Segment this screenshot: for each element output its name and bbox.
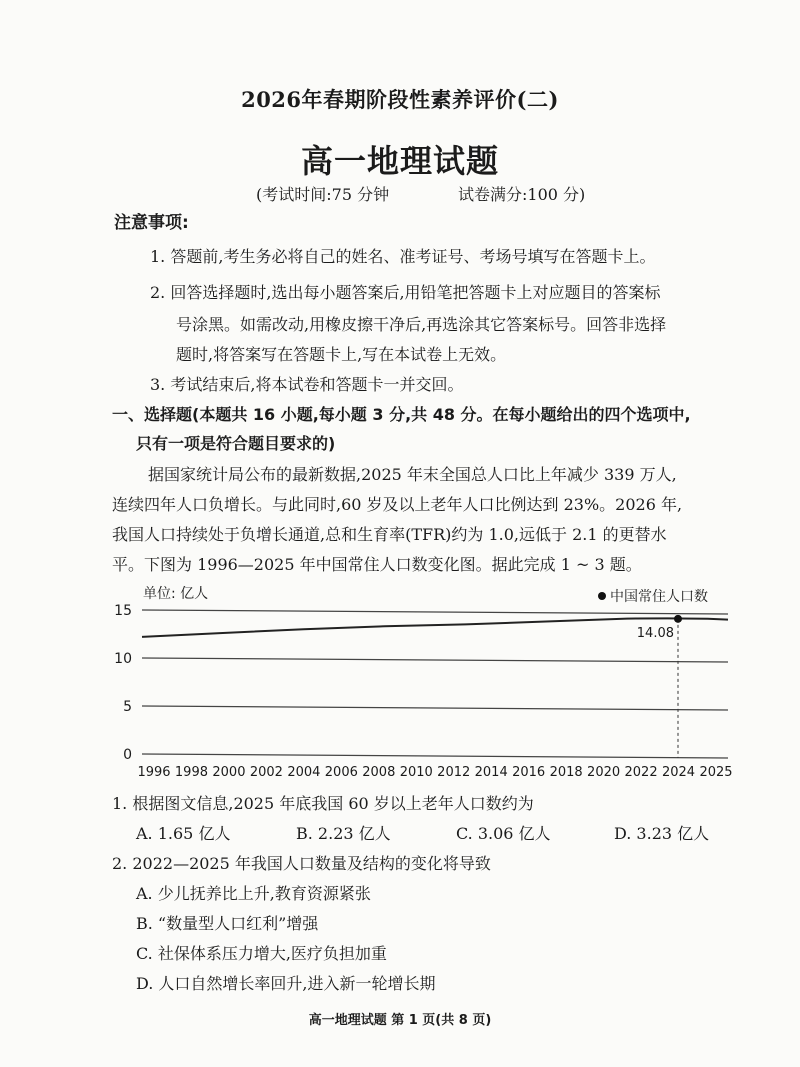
x-tick-label: 2020 <box>587 765 621 780</box>
exam-time: (考试时间:75 分钟 <box>256 185 390 204</box>
q1-option-b: B. 2.23 亿人 <box>296 824 391 843</box>
y-tick-label: 15 <box>114 603 132 619</box>
x-tick-label: 2024 <box>661 765 696 780</box>
q2-option-b: B. “数量型人口红利”增强 <box>136 914 319 933</box>
x-tick-label: 2010 <box>399 765 433 780</box>
x-tick-label: 2000 <box>212 765 246 780</box>
gridline <box>142 610 728 614</box>
note-item-2-cont: 号涂黑。如需改动,用橡皮擦干净后,再选涂其它答案标号。回答非选择 <box>176 315 667 334</box>
q1-option-d: D. 3.23 亿人 <box>614 824 710 843</box>
y-tick-label: 10 <box>114 651 132 667</box>
x-tick-label: 1996 <box>137 765 171 780</box>
note-item-3: 3. 考试结束后,将本试卷和答题卡一并交回。 <box>150 375 464 394</box>
exam-subtitle: 2026年春期阶段性素养评价(二) <box>241 87 559 112</box>
data-point-2024 <box>674 615 682 623</box>
q1-option-a: A. 1.65 亿人 <box>136 824 231 843</box>
x-tick-label: 2014 <box>474 765 508 780</box>
y-tick-label: 0 <box>123 747 132 763</box>
page-footer: 高一地理试题 第 1 页(共 8 页) <box>308 1013 492 1028</box>
section-heading: 一、选择题(本题共 16 小题,每小题 3 分,共 48 分。在每小题给出的四个选项中, <box>112 405 691 424</box>
gridline <box>142 706 728 710</box>
exam-title: 高一地理试题 <box>300 142 499 180</box>
passage-line: 我国人口持续处于负增长通道,总和生育率(TFR)约为 1.0,远低于 2.1 的更替水 <box>112 525 667 544</box>
q1-option-c: C. 3.06 亿人 <box>456 824 551 843</box>
passage-line: 平。下图为 1996—2025 年中国常住人口数变化图。据此完成 1 ~ 3 题。 <box>112 555 642 574</box>
x-tick-label: 2016 <box>512 765 546 780</box>
passage-line: 据国家统计局公布的最新数据,2025 年末全国总人口比上年减少 339 万人, <box>148 465 677 484</box>
note-item-1: 1. 答题前,考生务必将自己的姓名、准考证号、考场号填写在答题卡上。 <box>150 247 656 266</box>
passage-line: 连续四年人口负增长。与此同时,60 岁及以上老年人口比例达到 23%。2026 年, <box>112 495 683 514</box>
section-heading-cont: 只有一项是符合题目要求的) <box>136 434 336 453</box>
legend-marker <box>598 592 606 600</box>
note-item-2: 2. 回答选择题时,选出每小题答案后,用铅笔把答题卡上对应题目的答案标 <box>150 283 661 302</box>
gridline <box>142 754 728 758</box>
x-tick-label: 2002 <box>249 765 283 780</box>
question-2-stem: 2. 2022—2025 年我国人口数量及结构的变化将导致 <box>112 854 491 873</box>
y-tick-label: 5 <box>123 699 132 715</box>
q2-option-c: C. 社保体系压力增大,医疗负担加重 <box>136 944 387 963</box>
x-tick-label: 2022 <box>624 765 658 780</box>
question-1-stem: 1. 根据图文信息,2025 年底我国 60 岁以上老年人口数约为 <box>112 794 534 813</box>
x-tick-label: 2012 <box>437 765 471 780</box>
x-tick-label: 2018 <box>549 765 583 780</box>
y-axis-label: 单位: 亿人 <box>143 586 209 602</box>
notes-heading: 注意事项: <box>114 213 189 233</box>
exam-score: 试卷满分:100 分) <box>458 185 586 204</box>
x-tick-label: 2008 <box>362 765 396 780</box>
population-chart <box>0 576 800 791</box>
x-tick-label: 2006 <box>324 765 358 780</box>
note-item-2-cont2: 题时,将答案写在答题卡上,写在本试卷上无效。 <box>176 345 507 364</box>
x-tick-label: 2004 <box>287 765 321 780</box>
x-tick-label: 2025 <box>699 765 733 780</box>
gridline <box>142 658 728 662</box>
legend-label: 中国常住人口数 <box>610 589 708 605</box>
q2-option-a: A. 少儿抚养比上升,教育资源紧张 <box>136 884 371 903</box>
annotation-label: 14.08 <box>636 625 674 641</box>
x-tick-label: 1998 <box>174 765 209 780</box>
q2-option-d: D. 人口自然增长率回升,进入新一轮增长期 <box>136 974 436 993</box>
